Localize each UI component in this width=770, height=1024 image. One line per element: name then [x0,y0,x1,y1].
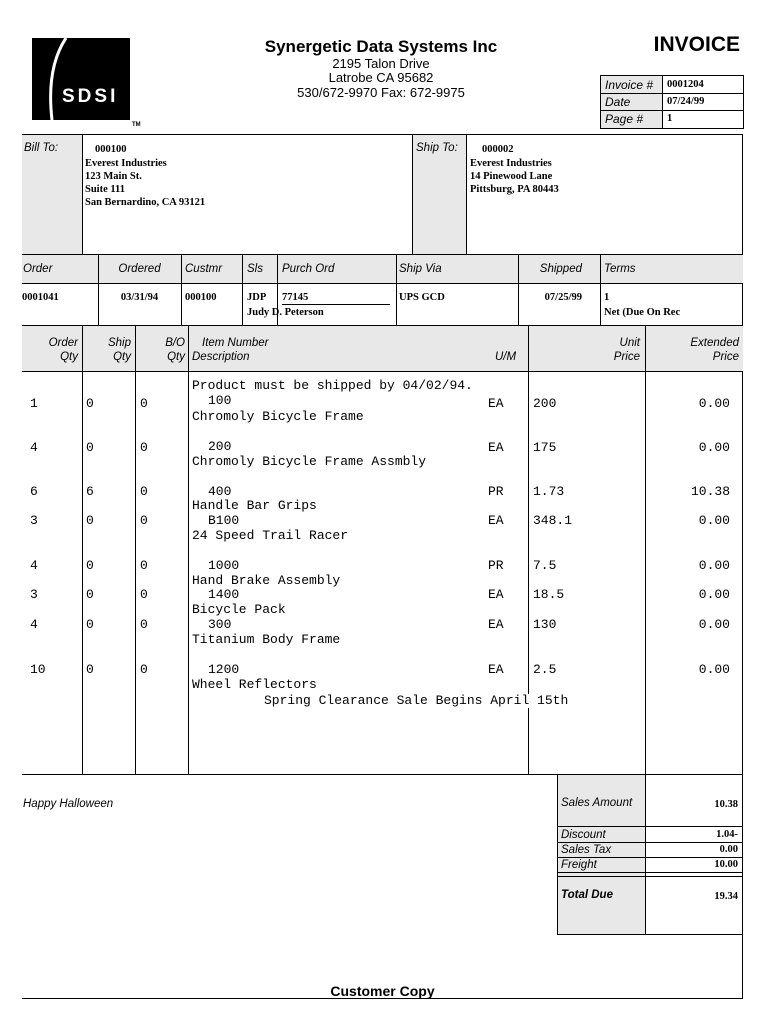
col-item-line1: Item Number [202,337,269,349]
col-ship-qty-line2: Qty [113,351,131,363]
discount-label: Discount [561,829,606,841]
date-label: Date [605,95,631,109]
purchase-order-number: 77145 [282,291,390,305]
item-order-qty: 4 [30,617,38,632]
col-ship-qty [82,336,131,364]
item-extended: 0.00 [698,396,730,411]
ship-to-label: Ship To: [416,142,458,154]
item-bo-qty: 0 [140,587,148,602]
contact-name: Judy D. Peterson [247,307,324,318]
freight: 10.00 [714,859,738,870]
col-bo-qty [135,336,185,364]
item-order-qty: 3 [30,587,38,602]
item-extended: 10.38 [690,484,730,499]
col-item [192,336,268,364]
item-extended: 0.00 [698,440,730,455]
sales-amount-label: Sales Amount [561,797,633,809]
item-order-qty: 6 [30,484,38,499]
footer-message: Happy Halloween [23,798,114,810]
sales-amount: 10.38 [714,799,738,810]
col-item-line2: Description [192,351,250,363]
page-number: 1 [667,113,673,124]
total-due: 19.34 [714,891,738,902]
item-ship-qty: 0 [86,513,94,528]
item-unit-price: 18.5 [533,587,565,602]
logo-text: SDSI [62,86,119,107]
bill-to-line: San Bernardino, CA 93121 [85,197,206,208]
document-title: INVOICE [653,33,740,56]
item-um: EA [488,587,504,602]
col-unit-price-line2: Price [613,351,640,363]
sales-tax: 0.00 [719,844,738,855]
col-um: U/M [495,351,517,363]
item-note: Product must be shipped by 04/02/94. [192,378,473,393]
item-unit-price: 175 [533,440,557,455]
company-name: Synergetic Data Systems Inc [264,37,498,56]
item-um: PR [488,558,504,573]
item-description: Chromoly Bicycle Frame Assmbly [192,454,427,469]
col-unit-price [600,336,640,364]
item-ship-qty: 0 [86,617,94,632]
item-description: Handle Bar Grips [192,498,317,513]
col-bo-qty-line1: B/O [165,337,185,349]
item-number: 1400 [208,587,240,602]
order-number: 0001041 [22,292,59,303]
shipped-date: 07/25/99 [544,292,582,303]
item-order-qty: 4 [30,558,38,573]
ship-to-line: 14 Pinewood Lane [470,171,553,182]
item-order-qty: 4 [30,440,38,455]
item-number: 1200 [208,662,240,677]
ordered-header-label: Ordered [118,263,161,275]
item-unit-price: 200 [533,396,557,411]
item-um: EA [488,662,504,677]
item-description: Titanium Body Frame [192,632,341,647]
item-number: 400 [208,484,232,499]
promo-message: Spring Clearance Sale Begins April 15th [264,693,569,708]
item-um: PR [488,484,504,499]
company-address-line2: Latrobe CA 95682 [328,70,434,85]
order-header-label: Order [23,263,53,275]
item-bo-qty: 0 [140,484,148,499]
sls-header-label: Sls [247,263,263,275]
total-due-label: Total Due [561,889,613,901]
item-um: EA [488,617,504,632]
item-order-qty: 1 [30,396,38,411]
col-bo-qty-line2: Qty [167,351,185,363]
ship-to-number: 000002 [482,144,514,155]
item-extended: 0.00 [698,617,730,632]
ship-to-line: Everest Industries [470,158,552,169]
col-order-qty-line1: Order [48,337,78,349]
item-extended: 0.00 [698,513,730,528]
invoice-number: 0001204 [667,79,704,90]
bill-to-label: Bill To: [24,142,59,154]
invoice-date: 07/24/99 [667,96,705,107]
sales-tax-label: Sales Tax [561,844,612,856]
item-bo-qty: 0 [140,662,148,677]
purch-ord-header-label: Purch Ord [282,263,335,275]
item-description: 24 Speed Trail Racer [192,528,349,543]
item-unit-price: 348.1 [533,513,573,528]
ordered-date: 03/31/94 [120,292,159,303]
item-number: B100 [208,513,240,528]
col-order-qty-line2: Qty [60,351,78,363]
col-ship-qty-line1: Ship [107,337,131,349]
item-description: Hand Brake Assembly [192,573,341,588]
shipped-header-label: Shipped [539,263,582,275]
item-description: Chromoly Bicycle Frame [192,409,364,424]
ship-via: UPS GCD [399,292,445,303]
invoice-meta-box [600,75,744,129]
item-bo-qty: 0 [140,440,148,455]
freight-label: Freight [561,859,597,871]
item-number: 300 [208,617,232,632]
custmr-header-label: Custmr [185,263,223,275]
invoice-number-label: Invoice # [605,78,654,92]
company-phone: 530/672-9970 Fax: 672-9975 [297,85,465,100]
item-bo-qty: 0 [140,617,148,632]
item-order-qty: 3 [30,513,38,528]
item-ship-qty: 6 [86,484,94,499]
item-unit-price: 7.5 [533,558,557,573]
item-number: 200 [208,439,232,454]
item-um: EA [488,440,504,455]
col-extended-price [650,336,739,364]
col-unit-price-line1: Unit [619,337,640,349]
item-ship-qty: 0 [86,558,94,573]
col-extended-price-line1: Extended [690,337,739,349]
salesperson-code: JDP [247,292,267,303]
customer-number: 000100 [185,292,217,303]
copy-label: Customer Copy [330,983,435,999]
bill-to-line: 123 Main St. [85,171,142,182]
company-address-line1: 2195 Talon Drive [332,56,430,71]
bill-to-line: Suite 111 [85,184,125,195]
item-ship-qty: 0 [86,662,94,677]
item-extended: 0.00 [698,558,730,573]
item-um: EA [488,396,504,411]
discount: 1.04- [716,829,738,840]
item-unit-price: 2.5 [533,662,557,677]
item-ship-qty: 0 [86,396,94,411]
item-bo-qty: 0 [140,513,148,528]
bill-to-number: 000100 [95,144,127,155]
item-number: 1000 [208,558,240,573]
ship-via-header-label: Ship Via [399,263,442,275]
item-extended: 0.00 [698,587,730,602]
item-extended: 0.00 [698,662,730,677]
trademark-mark: TM [132,122,141,128]
terms-header-label: Terms [604,263,636,275]
item-number: 100 [208,393,232,408]
terms-code: 1 [604,292,610,303]
item-um: EA [488,513,504,528]
item-bo-qty: 0 [140,396,148,411]
col-order-qty [22,336,78,364]
item-ship-qty: 0 [86,440,94,455]
terms-description: Net (Due On Rec [604,307,681,318]
item-unit-price: 130 [533,617,557,632]
bill-to-line: Everest Industries [85,158,167,169]
item-bo-qty: 0 [140,558,148,573]
item-description: Wheel Reflectors [192,677,317,692]
item-ship-qty: 0 [86,587,94,602]
item-unit-price: 1.73 [533,484,565,499]
col-extended-price-line2: Price [712,351,739,363]
item-description: Bicycle Pack [192,602,286,617]
item-order-qty: 10 [30,662,46,677]
ship-to-line: Pittsburg, PA 80443 [470,184,559,195]
page-number-label: Page # [605,112,644,126]
